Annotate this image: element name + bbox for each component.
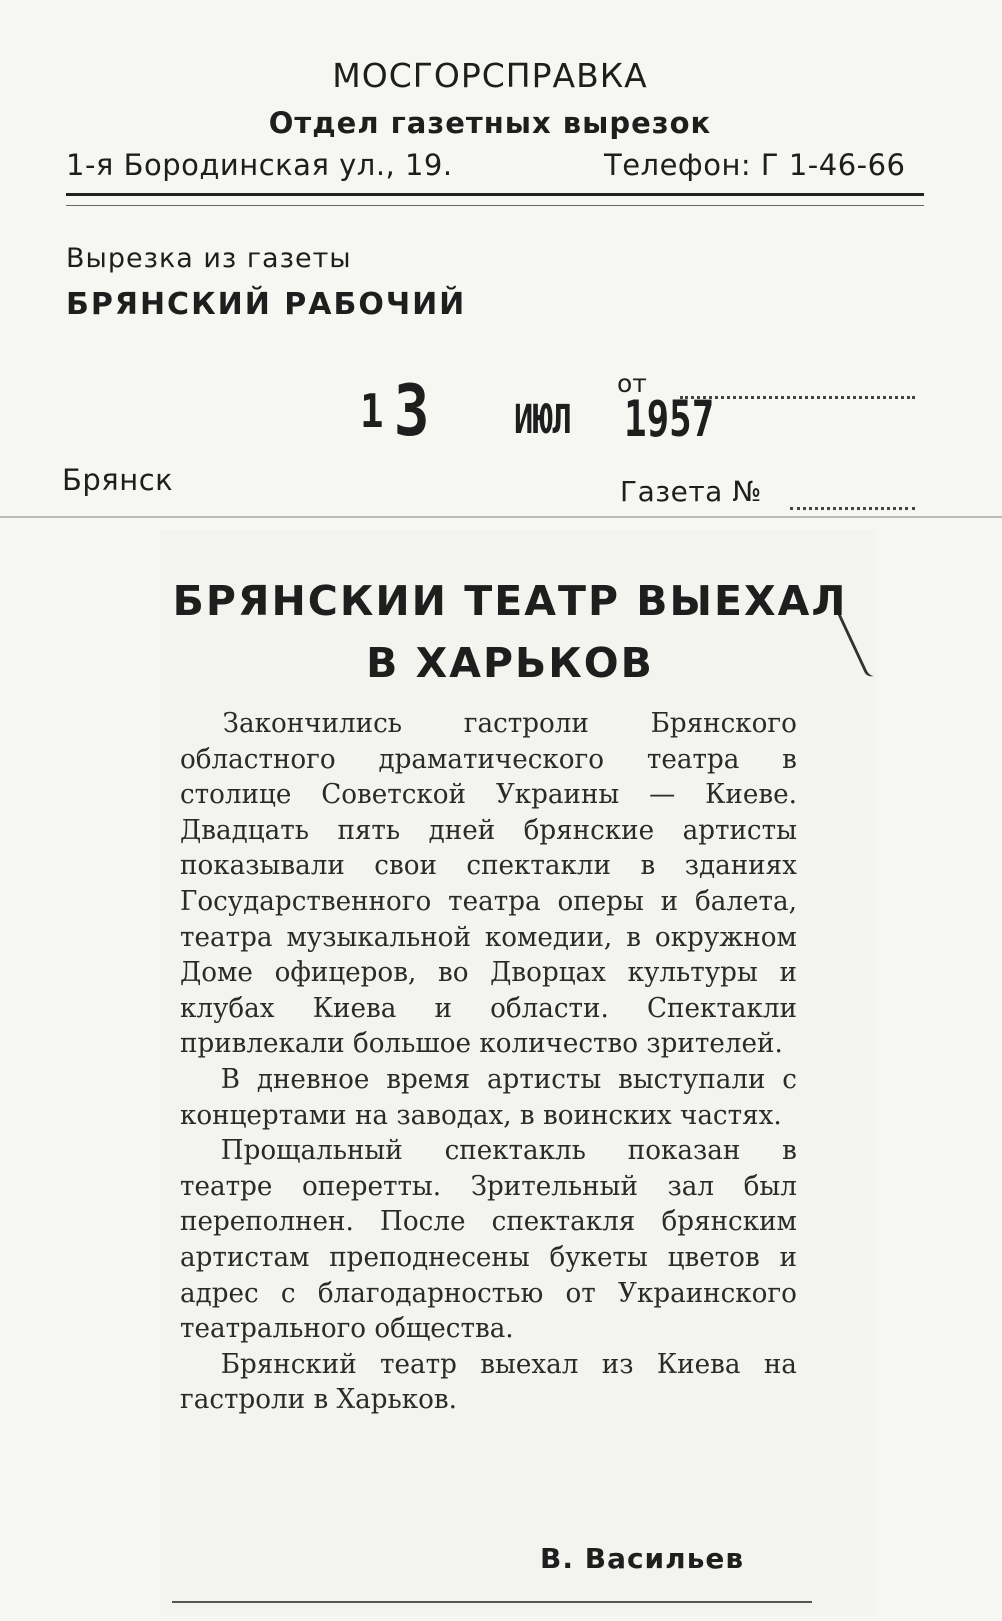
article-paragraph: В дневное время артисты выступали с концертами на заводах, в воинских частях. (180, 1063, 797, 1131)
article-paragraph: Прощальный спектакль показан в театре оперетты. Зрительный зал был переполнен. После спектакля брянским артистам преподнесены букеты цветов и адрес с благодарностью от Украинского театрального общества. (180, 1135, 797, 1345)
article-author: В. Васильев (540, 1542, 745, 1575)
date-stamp-month: ИЮЛ (514, 397, 572, 443)
city-label: Брянск (62, 463, 174, 497)
organization-name: МОСГОРСПРАВКА (332, 56, 648, 95)
date-stamp-day-digit-1: 1 (360, 384, 387, 438)
department-name: Отдел газетных вырезок (268, 106, 712, 140)
date-stamp-day-digit-2: 3 (393, 370, 433, 452)
date-stamp-year: 1957 (624, 390, 715, 448)
article-headline: БРЯНСКИИ ТЕАТР ВЫЕХАЛ В ХАРЬКОВ (172, 577, 848, 687)
header-divider-thin (66, 205, 924, 206)
article-paragraph: Брянский театр выехал из Киева на гастроли в Харьков. (180, 1348, 797, 1416)
date-fill-line (680, 396, 915, 399)
header-divider (66, 193, 924, 196)
phone-line: Телефон: Г 1-46-66 (604, 148, 906, 182)
newspaper-name: БРЯНСКИЙ РАБОЧИЙ (66, 287, 467, 322)
cut-edge-line (0, 516, 1002, 518)
issue-number-label: Газета № (620, 475, 762, 508)
date-stamp-day (360, 370, 433, 452)
article-body (180, 706, 797, 1418)
cut-label: Вырезка из газеты (66, 243, 352, 274)
article-paragraph: Закончились гастроли Брянского областного драматического театра в столице Советской Украины — Киеве. Двадцать пять дней брянские артисты показывали свои спектакли в зданиях Государственного театра оперы и балета, театра музыкальной комедии, в окружном Доме офицеров, во Дворцах культуры и клубах Киева и области. Спектакли привлекали большое количество зрителей. (180, 708, 797, 1060)
clipping-bottom-rule (172, 1601, 812, 1603)
issue-number-fill-line (790, 507, 915, 510)
address-line: 1-я Бородинская ул., 19. (66, 148, 453, 182)
date-prefix-label: от (617, 369, 647, 398)
